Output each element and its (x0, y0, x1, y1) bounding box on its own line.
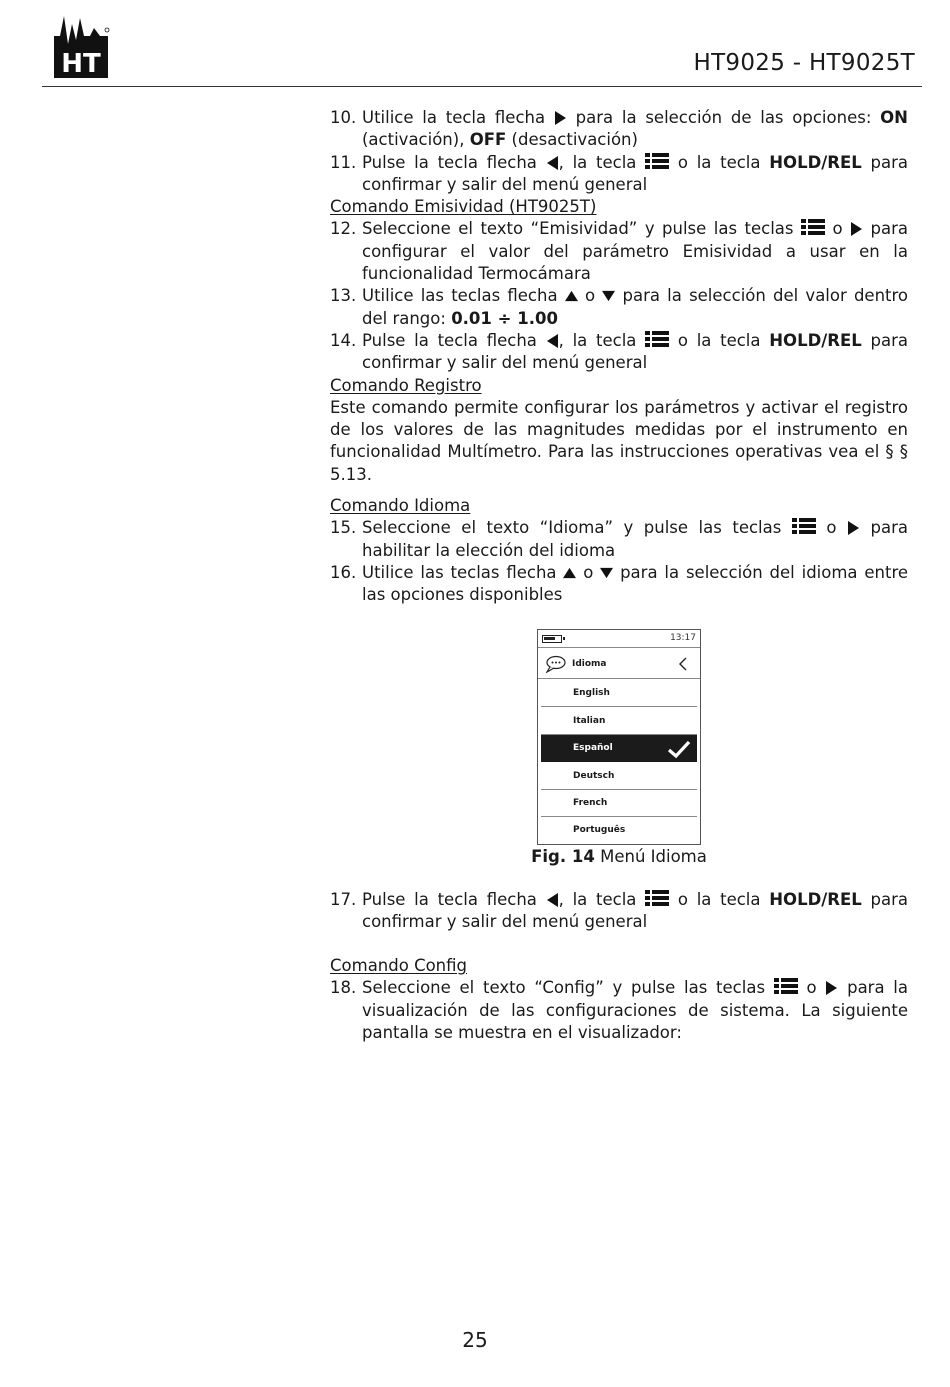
menu-list-icon (774, 977, 798, 995)
list-item-16: 16. Utilice las teclas flecha o para la selección del idioma entre las opciones disponibles (330, 562, 908, 607)
triangle-right-icon (850, 222, 863, 236)
list-item-10: 10. Utilice la tecla flecha para la selección de las opciones: ON (activación), OFF (desactivación) (330, 107, 908, 152)
item-number: 18. (330, 978, 357, 998)
triangle-right-icon (847, 521, 860, 535)
section-heading-idioma: Comando Idioma (330, 496, 471, 516)
section-heading-registro: Comando Registro (330, 375, 482, 395)
registro-paragraph: Este comando permite configurar los parámetros y activar el registro de los valores de las magnitudes medidas por el instrumento en funcionalidad Multímetro. Para las instrucciones operativas vea el § § 5.13. (330, 397, 908, 484)
section-heading-emisividad: Comando Emisividad (HT9025T) (330, 197, 597, 217)
checkmark-icon (667, 739, 691, 759)
triangle-left-icon (546, 893, 559, 907)
figure-label: Fig. 14 (531, 847, 595, 866)
menu-title: Idioma (572, 659, 607, 669)
triangle-right-icon (825, 981, 838, 995)
triangle-left-icon (546, 334, 559, 348)
triangle-right-icon (554, 111, 567, 125)
menu-list-icon (645, 889, 669, 907)
status-bar (538, 630, 700, 648)
ht-logo (50, 10, 112, 78)
list-item-11: 11. Pulse la tecla flecha , la tecla o la tecla HOLD/REL para confirmar y salir del menú general (330, 152, 908, 197)
item-number: 12. (330, 219, 357, 239)
item-number: 11. (330, 152, 357, 172)
menu-list-icon (645, 152, 669, 170)
list-item-17: 17. Pulse la tecla flecha , la tecla o la tecla HOLD/REL para confirmar y salir del menú general (330, 889, 908, 934)
battery-icon (542, 635, 562, 643)
triangle-down-icon (600, 566, 613, 580)
menu-list-icon (645, 330, 669, 348)
list-item-18: 18. Seleccione el texto “Config” y pulse las teclas o para la visualización de las configuraciones de sistema. La siguiente pantalla se muestra en el visualizador: (330, 977, 908, 1044)
item-number: 17. (330, 889, 357, 909)
language-option[interactable]: Italian (541, 708, 697, 735)
language-option-label: Español (573, 743, 613, 753)
menu-header (538, 649, 700, 679)
triangle-up-icon (563, 566, 576, 580)
menu-list-icon (801, 218, 825, 236)
language-option[interactable]: Português (573, 825, 626, 835)
language-option[interactable]: Deutsch (541, 763, 697, 790)
document-title: HT9025 - HT9025T (693, 50, 915, 76)
item-number: 14. (330, 330, 357, 350)
main-content (330, 107, 908, 1044)
list-item-14: 14. Pulse la tecla flecha , la tecla o la tecla HOLD/REL para confirmar y salir del menú general (330, 330, 908, 375)
menu-list-icon (792, 517, 816, 535)
triangle-down-icon (602, 289, 615, 303)
language-option[interactable]: French (541, 790, 697, 817)
item-number: 13. (330, 286, 357, 306)
chevron-left-icon[interactable] (678, 656, 688, 672)
item-number: 10. (330, 108, 357, 127)
speech-bubble-icon (544, 655, 566, 673)
triangle-left-icon (546, 156, 559, 170)
list-item-13: 13. Utilice las teclas flecha o para la selección del valor dentro del rango: 0.01 ÷ 1.00 (330, 285, 908, 330)
page-number: 25 (462, 1328, 488, 1352)
header-divider (42, 86, 922, 87)
device-screen-figure (537, 629, 701, 845)
figure-caption (330, 847, 908, 866)
figure-caption-text: Menú Idioma (600, 847, 707, 866)
language-option[interactable]: English (541, 680, 697, 707)
language-option-selected[interactable] (541, 735, 697, 762)
list-item-12: 12. Seleccione el texto “Emisividad” y pulse las teclas o para configurar el valor del parámetro Emisividad a usar en la funcionalidad Termocámara (330, 218, 908, 285)
item-number: 15. (330, 518, 357, 538)
triangle-up-icon (565, 289, 578, 303)
logo-text: HT (61, 49, 101, 78)
item-number: 16. (330, 562, 357, 582)
clock-time: 13:17 (670, 633, 696, 643)
section-heading-config: Comando Config (330, 956, 468, 976)
list-item-15: 15. Seleccione el texto “Idioma” y pulse las teclas o para habilitar la elección del idioma (330, 517, 908, 562)
